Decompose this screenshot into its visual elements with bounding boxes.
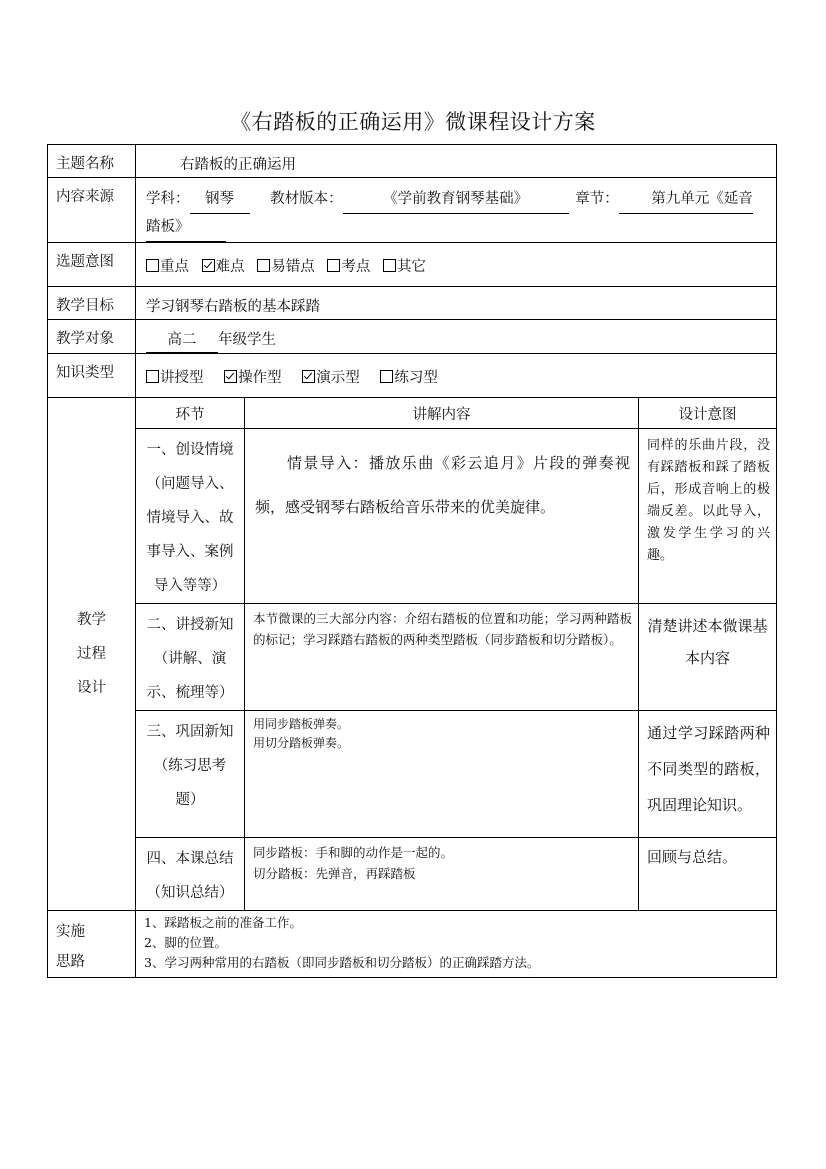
stage-line: 四、本课总结 [146, 851, 234, 867]
intent-1-cell [639, 429, 777, 604]
process-label-line: 过程 [77, 646, 106, 662]
content-line: 同步踏板：手和脚的动作是一起的。 [253, 845, 454, 860]
header-stage: 环节 [136, 398, 245, 429]
audience-suffix: 年级学生 [218, 332, 276, 348]
stage-line: （讲解、演 [153, 651, 227, 667]
intent-4: 回顾与总结。 [647, 848, 738, 866]
chapter-label: 章节： [575, 191, 619, 207]
stage-4-cell [136, 838, 245, 911]
subject-value: 钢琴 [190, 186, 250, 214]
chapter-value-line2: 踏板》 [146, 214, 226, 242]
process-label-line: 设计 [77, 680, 106, 696]
option-operation: 操作型 [238, 370, 282, 386]
content-3 [245, 711, 638, 753]
option-key-point: 重点 [160, 259, 189, 275]
content-2: 本节微课的三大部分内容：介绍右踏板的位置和功能；学习两种踏板的标记；学习踩踏右踏板的两种类型踏板（同步踏板和切分踏板）。 [253, 611, 632, 647]
implementation-label [48, 911, 135, 977]
checkbox-exam-point[interactable] [327, 259, 340, 272]
checkbox-lecture[interactable] [146, 370, 159, 383]
option-difficult-point: 难点 [215, 259, 245, 275]
stage-4 [136, 838, 244, 910]
implementation-label-line: 实施 [56, 924, 85, 940]
intent-options [136, 243, 776, 279]
goal-value: 学习钢琴右踏板的基本踩踏 [146, 299, 320, 315]
checkbox-practice[interactable] [380, 370, 393, 383]
stage-line: （问题导入、 [146, 476, 234, 492]
implementation-line: 1、踩踏板之前的准备工作。 [144, 915, 302, 930]
topic-label-cell [48, 145, 136, 178]
stage-line: （练习思考 [153, 758, 227, 774]
intent-4-cell [639, 838, 777, 911]
implementation-lines [136, 911, 776, 973]
subject-label: 学科： [146, 191, 190, 207]
edition-label: 教材版本： [270, 191, 343, 207]
intent-2: 清楚讲述本微课基本内容 [647, 617, 768, 667]
option-demonstration: 演示型 [316, 370, 360, 386]
implementation-label-cell [48, 911, 136, 978]
stage-1 [136, 429, 244, 603]
knowledge-label: 知识类型 [56, 365, 114, 381]
knowledge-label-cell [48, 354, 136, 398]
stage-line: 情境导入、故 [146, 510, 234, 526]
intent-options-cell [136, 243, 777, 287]
stage-2 [136, 604, 244, 710]
option-error-prone: 易错点 [271, 259, 315, 275]
checkbox-key-point[interactable] [146, 259, 159, 272]
stage-3-cell [136, 711, 245, 838]
content-4-cell [245, 838, 639, 911]
intent-2-cell [639, 604, 777, 711]
content-line: 切分踏板：先弹音，再踩踏板 [253, 866, 416, 881]
content-line: 用切分踏板弹奏。 [253, 736, 350, 750]
content-1-cell [245, 429, 639, 604]
option-practice: 练习型 [394, 370, 438, 386]
source-label-cell [48, 178, 136, 243]
content-1: 情景导入：播放乐曲《彩云追月》片段的弹奏视频，感受钢琴右踏板给音乐带来的优美旋律。 [255, 454, 630, 516]
checkbox-operation[interactable] [224, 370, 237, 383]
header-intent: 设计意图 [639, 398, 777, 429]
stage-3 [136, 711, 244, 817]
process-label-line: 教学 [77, 612, 106, 628]
audience-label-cell [48, 320, 136, 354]
process-label-cell [48, 398, 136, 911]
intent-1: 同样的乐曲片段，没有踩踏板和踩了踏板后，形成音响上的极端反差。以此导入，激发学生学习的兴趣。 [647, 438, 771, 563]
implementation-line: 3、学习两种常用的右踏板（即同步踏板和切分踏板）的正确踩踏方法。 [144, 955, 540, 970]
stage-line: 示、梳理等） [146, 685, 234, 701]
implementation-cell [136, 911, 777, 978]
knowledge-options-cell [136, 354, 777, 398]
stage-2-cell [136, 604, 245, 711]
content-4 [245, 838, 638, 884]
checkbox-error-prone[interactable] [257, 259, 270, 272]
stage-1-cell [136, 429, 245, 604]
stage-line: （知识总结） [146, 885, 234, 901]
goal-label: 教学目标 [56, 298, 114, 314]
source-value-cell [136, 178, 777, 243]
chapter-value-line1: 第九单元《延音 [619, 186, 753, 214]
process-label [48, 603, 135, 705]
intent-3-cell [639, 711, 777, 838]
topic-value: 右踏板的正确运用 [180, 157, 296, 173]
option-lecture: 讲授型 [160, 370, 204, 386]
content-line: 用同步踏板弹奏。 [253, 717, 350, 731]
stage-line: 事导入、案例 [146, 544, 234, 560]
header-content: 讲解内容 [245, 398, 639, 429]
design-table [47, 144, 777, 978]
goal-value-cell [136, 287, 777, 320]
implementation-label-line: 思路 [56, 954, 85, 970]
stage-line: 题） [175, 792, 205, 808]
checkbox-other[interactable] [383, 259, 396, 272]
implementation-line: 2、脚的位置。 [144, 935, 227, 950]
stage-line: 一、创设情境 [146, 442, 234, 458]
source-label: 内容来源 [56, 189, 114, 205]
content-3-cell [245, 711, 639, 838]
goal-label-cell [48, 287, 136, 320]
audience-value-cell [136, 320, 777, 354]
option-other: 其它 [396, 259, 426, 275]
topic-value-cell [136, 145, 777, 178]
option-exam-point: 考点 [341, 259, 371, 275]
intent-3: 通过学习踩踏两种不同类型的踏板，巩固理论知识。 [647, 724, 771, 814]
audience-label: 教学对象 [56, 331, 114, 347]
stage-line: 导入等等） [153, 578, 227, 594]
intent-label-cell [48, 243, 136, 287]
checkbox-demonstration[interactable] [302, 370, 315, 383]
stage-line: 二、讲授新知 [146, 617, 234, 633]
stage-line: 三、巩固新知 [146, 724, 234, 740]
content-2-cell [245, 604, 639, 711]
edition-value: 《学前教育钢琴基础》 [343, 186, 569, 214]
intent-label: 选题意图 [56, 254, 114, 270]
audience-grade: 高二 [146, 328, 218, 353]
page-title: 《右踏板的正确运用》微课程设计方案 [230, 110, 596, 134]
checkbox-difficult-point[interactable] [202, 259, 215, 272]
topic-label: 主题名称 [56, 156, 114, 172]
knowledge-options [136, 354, 776, 390]
